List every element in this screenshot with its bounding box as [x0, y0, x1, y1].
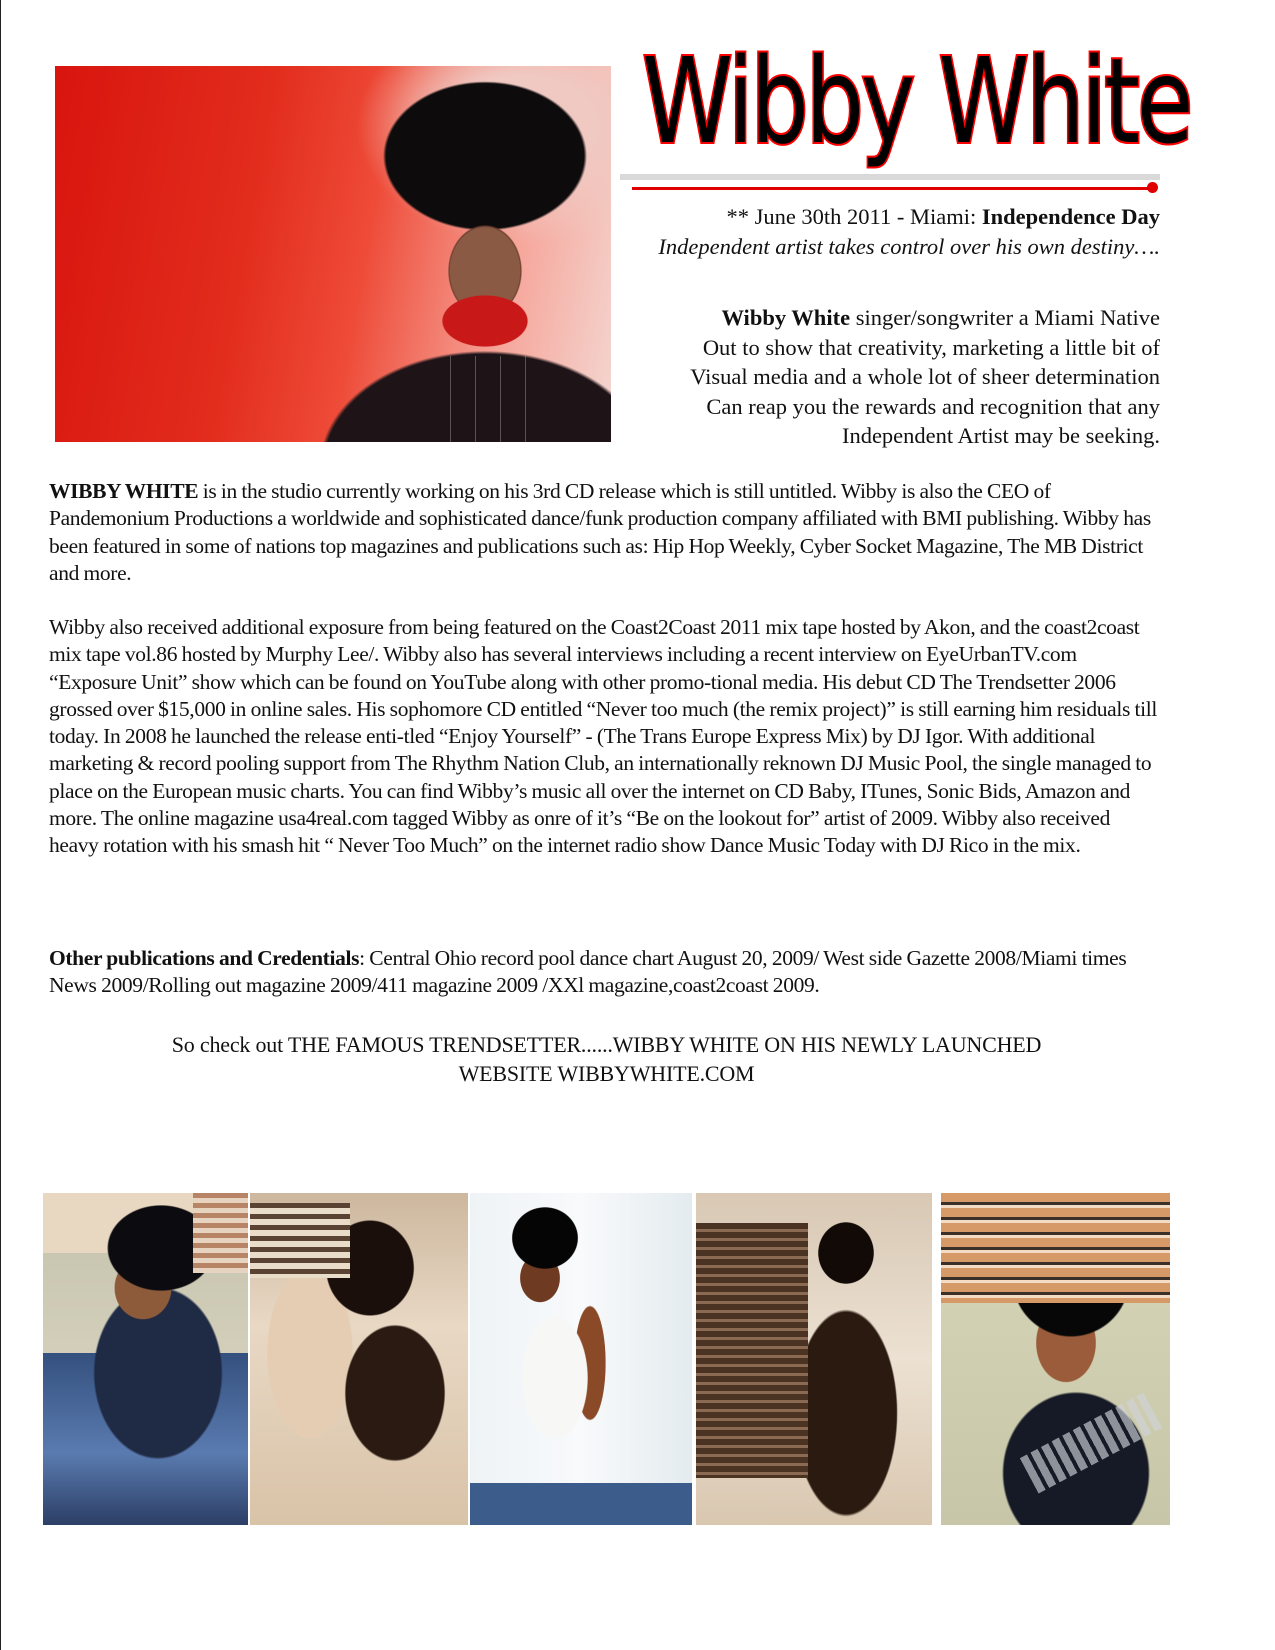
page-title: Wibby White [642, 32, 1191, 170]
dateline-prefix: ** June 30th 2011 - Miami: [726, 204, 982, 229]
intro-line: Independent Artist may be seeking. [841, 423, 1160, 448]
paragraph-exposure [49, 614, 1164, 860]
pinstripe [475, 356, 476, 442]
strip-photo-1 [43, 1193, 248, 1525]
strip-photo-5 [941, 1193, 1170, 1525]
tshirt-print [1020, 1392, 1162, 1493]
pinstripe [450, 356, 451, 442]
paragraph-text: is in the studio currently working on his 3rd CD release which is still untitled. Wibby is also the CEO of Pandemonium Productions a worldwide and sophisticated dance/funk production company affiliated with BMI publishing. Wibby has been featured in some of nations top magazines and publications such as: Hip Hop Weekly, Cyber Socket Magazine, The MB District and more. [49, 479, 1151, 585]
title-underline-dot [1147, 182, 1158, 193]
paragraph-lead: WIBBY WHITE [49, 479, 199, 503]
title-shadow-rule [620, 174, 1160, 180]
pinstripe [525, 356, 526, 442]
window-blinds [193, 1193, 248, 1273]
dateline-headline: Independence Day [981, 204, 1160, 229]
title-block [620, 32, 1191, 186]
intro-line: singer/songwriter a Miami Native [850, 305, 1160, 330]
pinstripe [500, 356, 501, 442]
cta-line: So check out THE FAMOUS TRENDSETTER......WIBBY WHITE ON HIS NEWLY LAUNCHED [171, 1032, 1042, 1057]
strip-photo-2 [250, 1193, 468, 1525]
window-blinds [696, 1223, 808, 1478]
dateline-subhead: Independent artist takes control over his own destiny…. [658, 233, 1160, 259]
intro-block [612, 303, 1160, 451]
intro-line: Visual media and a whole lot of sheer determination [690, 364, 1160, 389]
title-underline [632, 187, 1152, 190]
paragraph-credentials [49, 945, 1164, 1000]
paragraph-lead: Other publications and Credentials [49, 946, 360, 970]
paragraph-text: Wibby also received additional exposure from being featured on the Coast2Coast 2011 mix tape hosted by Akon, and the coast2coast mix tape vol.86 hosted by Murphy Lee/. Wibby also has several interviews including a recent interview on EyeUrbanTV.com “Exposure Unit” show which can be found on YouTube along with other promo-tional media. His debut CD The Trendsetter 2006 grossed over $15,000 in online sales. His sophomore CD entitled “Never too much (the remix project)” is still earning him residuals till today. In 2008 he launched the release enti-tled “Enjoy Yourself” - (The Trans Europe Express Mix) by DJ Igor. With additional marketing & record pooling support from The Rhythm Nation Club, an internationally reknown DJ Music Pool, the single managed to place on the European music charts. You can find Wibby’s music all over the internet on CD Baby, ITunes, Sonic Bids, Amazon and more. The online magazine usa4real.com tagged Wibby as onre of it’s “Be on the lookout for” artist of 2009. Wibby also received heavy rotation with his smash hit “ Never Too Much” on the internet radio show Dance Music Today with DJ Rico in the mix. [49, 615, 1158, 858]
window-blinds [250, 1203, 350, 1278]
intro-line: Can reap you the rewards and recognition that any [706, 393, 1160, 419]
strip-photo-3 [470, 1193, 692, 1525]
call-to-action [49, 1030, 1164, 1088]
paragraph-studio [49, 478, 1164, 587]
strip-photo-4 [696, 1193, 932, 1525]
hero-photo [55, 66, 611, 442]
paragraph-text: : Central Ohio record pool dance chart August 20, 2009/ West side Gazette 2008/Miami times News 2009/Rolling out magazine 2009/411 magazine 2009 /XXl magazine,coast2coast 2009. [49, 946, 1127, 998]
cta-line: WEBSITE WIBBYWHITE.COM [458, 1061, 755, 1086]
intro-name: Wibby White [721, 305, 851, 330]
dateline [612, 202, 1160, 261]
window-blinds [941, 1193, 1170, 1303]
page-left-edge [0, 0, 1, 1650]
intro-line: Out to show that creativity, marketing a little bit of [702, 334, 1160, 360]
